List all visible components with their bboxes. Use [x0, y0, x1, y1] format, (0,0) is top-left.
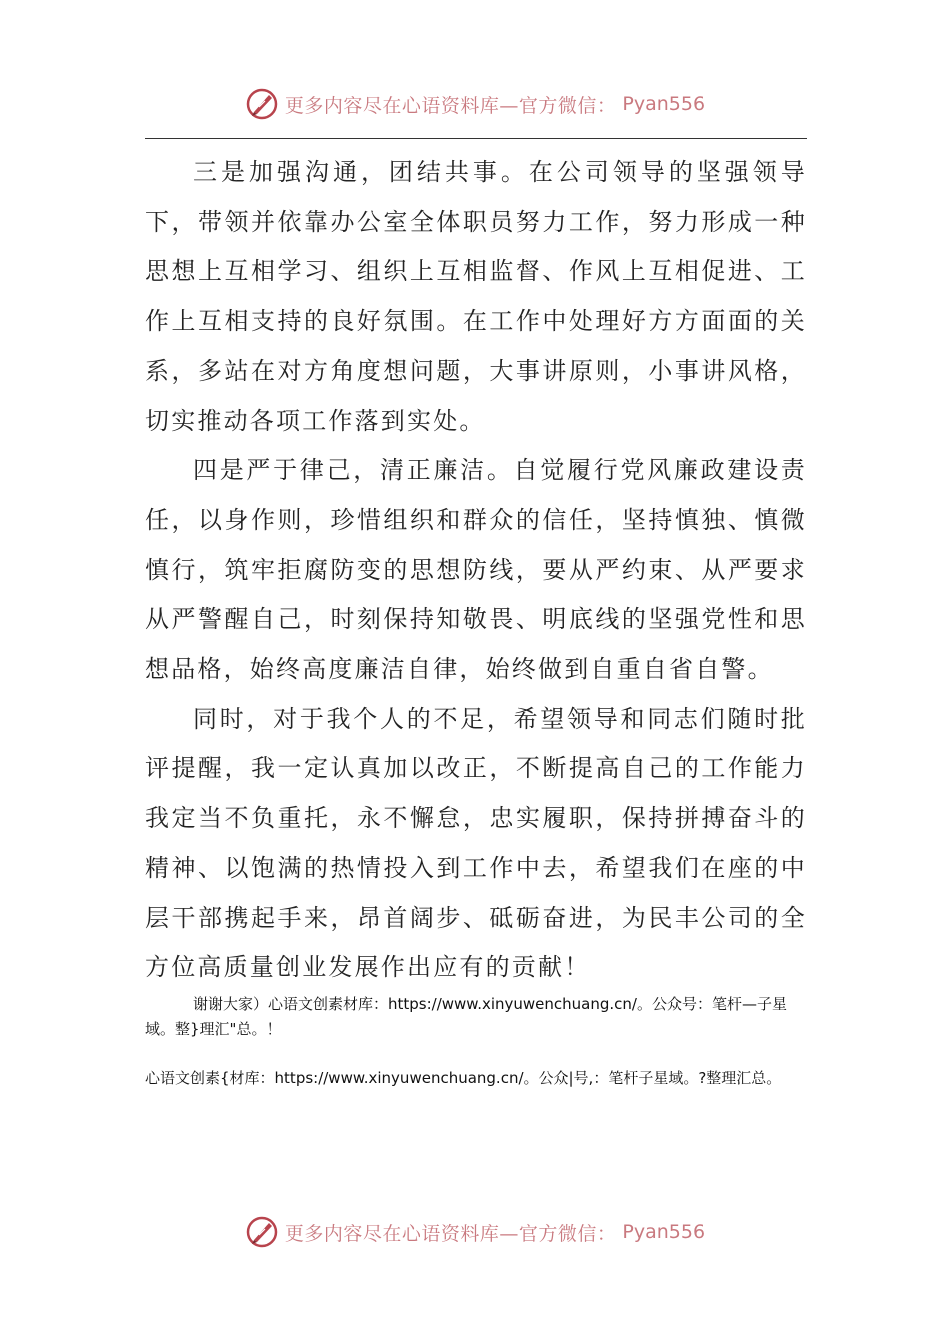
header-divider — [145, 138, 807, 139]
source-note-2: 心语文创素{材库：https://www.xinyuwenchuang.cn/。公众|号,：笔杆子星域。?整理汇总。 — [145, 1069, 782, 1087]
footer-banner-text: 更多内容尽在心语资料库—官方微信： — [284, 1222, 617, 1245]
quill-pen-logo-icon — [245, 87, 279, 121]
document-body — [145, 148, 807, 993]
paragraph-integrity: 四是严于律己，清正廉洁。自觉履行党风廉政建设责任，以身作则，珍惜组织和群众的信任，坚持慎独、慎微慎行，筑牢拒腐防变的思想防线，要从严约束、从严要求从严警醒自己，时刻保持知敬畏、明底线的坚强党性和思想品格，始终高度廉洁自律，始终做到自重自省自警。 — [145, 456, 807, 684]
footer-wechat-id: Pyan556 — [622, 1221, 706, 1243]
header-banner-text: 更多内容尽在心语资料库—官方微信： — [284, 94, 617, 117]
header-banner — [0, 84, 950, 124]
source-note-1: 谢谢大家）心语文创素材库：https://www.xinyuwenchuang.cn/。公众号：笔杆—子星域。整}理汇"总。！ — [145, 995, 787, 1038]
header-wechat-id: Pyan556 — [622, 93, 706, 115]
paragraph-closing: 同时，对于我个人的不足，希望领导和同志们随时批评提醒，我一定认真加以改正，不断提高自己的工作能力我定当不负重托，永不懈怠，忠实履职，保持拼搏奋斗的精神、以饱满的热情投入到工作中去，希望我们在座的中层干部携起手来，昂首阔步、砥砺奋进，为民丰公司的全方位高质量创业发展作出应有的贡献！ — [145, 704, 807, 982]
quill-pen-logo-icon — [245, 1215, 279, 1249]
paragraph-communication: 三是加强沟通，团结共事。在公司领导的坚强领导下，带领并依靠办公室全体职员努力工作，努力形成一种思想上互相学习、组织上互相监督、作风上互相促进、工作上互相支持的良好氛围。在工作中处理好方方面面的关系，多站在对方角度想问题，大事讲原则，小事讲风格，切实推动各项工作落到实处。 — [145, 158, 807, 435]
footer-banner — [0, 1212, 950, 1252]
